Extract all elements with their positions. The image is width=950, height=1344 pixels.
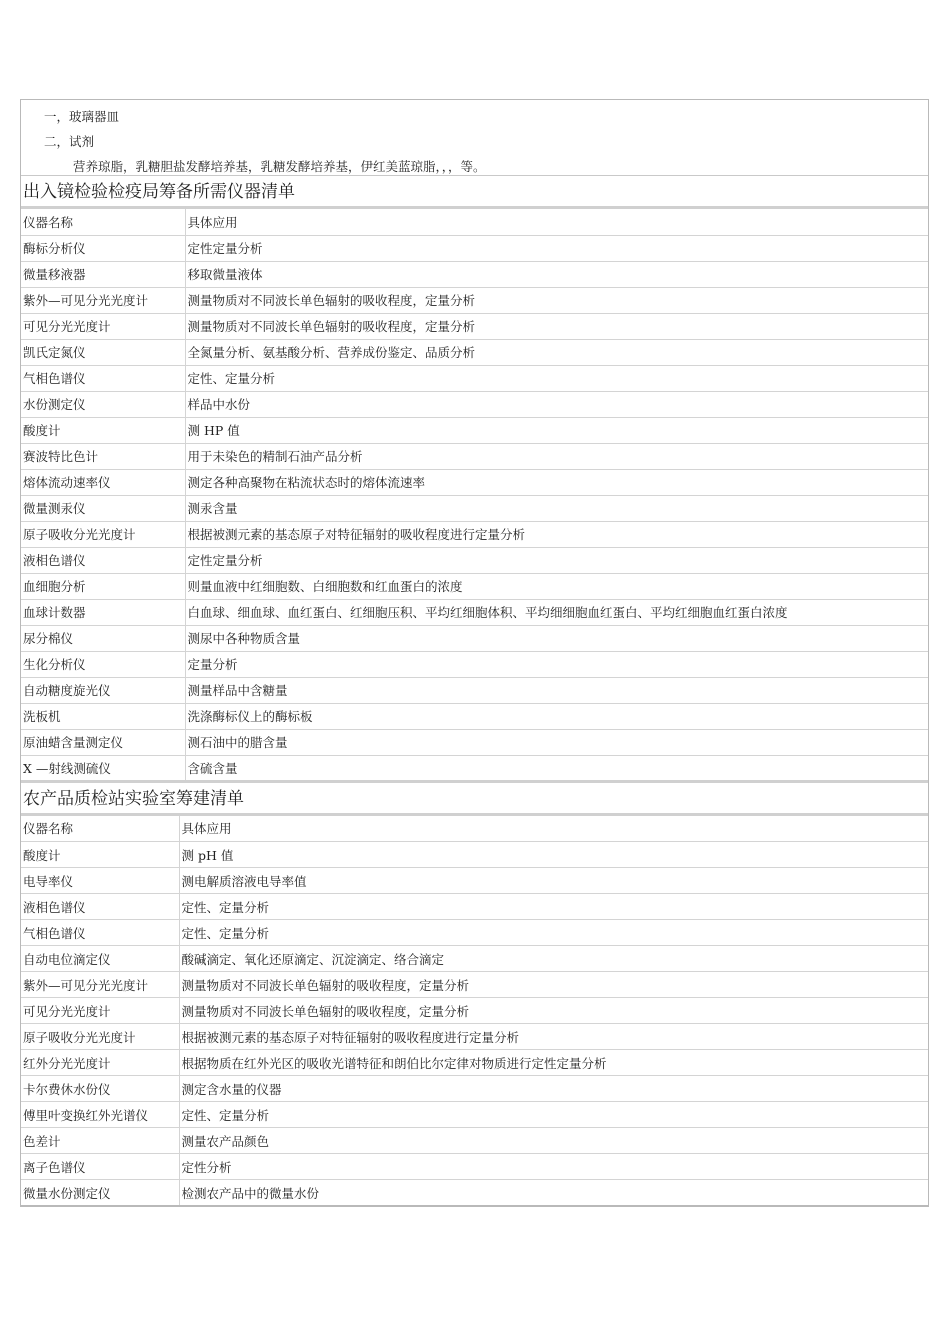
table-row <box>21 842 928 868</box>
instrument-name-cell: 紫外—可见分光光度计 <box>21 287 185 313</box>
table-row <box>21 920 928 946</box>
instrument-name-cell: 气相色谱仪 <box>21 365 185 391</box>
instrument-name-cell: 血球计数器 <box>21 599 185 625</box>
instrument-name-cell: 仪器名称 <box>21 816 179 842</box>
instrument-name-cell: 原子吸收分光光度计 <box>21 521 185 547</box>
application-cell: 全氮量分析、氨基酸分析、营养成份鉴定、品质分析 <box>185 339 928 365</box>
application-cell: 测 HP 值 <box>185 417 928 443</box>
instrument-name-cell: 尿分棉仪 <box>21 625 185 651</box>
table-row <box>21 1154 928 1180</box>
application-cell: 测量物质对不同波长单色辐射的吸收程度，定量分析 <box>179 972 928 998</box>
instrument-name-cell: 微量水份测定仪 <box>21 1180 179 1206</box>
instrument-name-cell: X —射线测硫仪 <box>21 755 185 781</box>
table-row <box>21 313 928 339</box>
table-row <box>21 625 928 651</box>
instrument-name-cell: 液相色谱仪 <box>21 547 185 573</box>
instrument-name-cell: 可见分光光度计 <box>21 313 185 339</box>
application-cell: 定性定量分析 <box>185 235 928 261</box>
table-row <box>21 946 928 972</box>
instrument-name-cell: 电导率仪 <box>21 868 179 894</box>
application-cell: 具体应用 <box>179 816 928 842</box>
table-row <box>21 521 928 547</box>
instrument-name-cell: 红外分光光度计 <box>21 1050 179 1076</box>
application-cell: 根据被测元素的基态原子对特征辐射的吸收程度进行定量分析 <box>185 521 928 547</box>
application-cell: 样品中水份 <box>185 391 928 417</box>
application-cell: 测定各种高聚物在粘流状态时的熔体流速率 <box>185 469 928 495</box>
table-row <box>21 703 928 729</box>
section1-table <box>21 209 928 783</box>
table-row <box>21 729 928 755</box>
table-row <box>21 1050 928 1076</box>
table-row <box>21 1024 928 1050</box>
instrument-name-cell: 液相色谱仪 <box>21 894 179 920</box>
application-cell: 用于未染色的精制石油产品分析 <box>185 443 928 469</box>
table-header-row <box>21 209 928 235</box>
application-cell: 测定含水量的仪器 <box>179 1076 928 1102</box>
table-row <box>21 677 928 703</box>
application-cell: 定性、定量分析 <box>179 894 928 920</box>
table-row <box>21 1102 928 1128</box>
table-row <box>21 287 928 313</box>
instrument-name-cell: 仪器名称 <box>21 209 185 235</box>
instrument-name-cell: 凯氏定氮仪 <box>21 339 185 365</box>
application-cell: 定性、定量分析 <box>179 1102 928 1128</box>
instrument-name-cell: 傅里叶变换红外光谱仪 <box>21 1102 179 1128</box>
instrument-name-cell: 卡尔费休水份仪 <box>21 1076 179 1102</box>
instrument-name-cell: 气相色谱仪 <box>21 920 179 946</box>
intro-line-reagents: 二，试剂 <box>44 134 95 149</box>
table-row <box>21 391 928 417</box>
table-row <box>21 235 928 261</box>
instrument-name-cell: 熔体流动速率仪 <box>21 469 185 495</box>
instrument-name-cell: 酸度计 <box>21 417 185 443</box>
instrument-name-cell: 紫外—可见分光光度计 <box>21 972 179 998</box>
table-row <box>21 1180 928 1206</box>
instrument-name-cell: 酸度计 <box>21 842 179 868</box>
table-row <box>21 755 928 781</box>
application-cell: 酸碱滴定、氧化还原滴定、沉淀滴定、络合滴定 <box>179 946 928 972</box>
instrument-name-cell: 自动糖度旋光仪 <box>21 677 185 703</box>
instrument-name-cell: 洗板机 <box>21 703 185 729</box>
table-row <box>21 261 928 287</box>
application-cell: 洗涤酶标仪上的酶标板 <box>185 703 928 729</box>
instrument-name-cell: 微量测汞仪 <box>21 495 185 521</box>
application-cell: 测量物质对不同波长单色辐射的吸收程度，定量分析 <box>185 313 928 339</box>
application-cell: 则量血液中红细胞数、白细胞数和红血蛋白的浓度 <box>185 573 928 599</box>
table-header-row <box>21 816 928 842</box>
intro-line-reagent-list: 营养琼脂，乳糖胆盐发酵培养基，乳糖发酵培养基，伊红美蓝琼脂，，，等。 <box>73 159 486 174</box>
application-cell: 具体应用 <box>185 209 928 235</box>
instrument-name-cell: 微量移液器 <box>21 261 185 287</box>
application-cell: 测量物质对不同波长单色辐射的吸收程度，定量分析 <box>185 287 928 313</box>
instrument-name-cell: 赛波特比色计 <box>21 443 185 469</box>
instrument-name-cell: 原油蜡含量测定仪 <box>21 729 185 755</box>
application-cell: 根据物质在红外光区的吸收光谱特征和朗伯比尔定律对物质进行定性定量分析 <box>179 1050 928 1076</box>
instrument-name-cell: 血细胞分析 <box>21 573 185 599</box>
application-cell: 测汞含量 <box>185 495 928 521</box>
table-row <box>21 339 928 365</box>
instrument-name-cell: 原子吸收分光光度计 <box>21 1024 179 1050</box>
instrument-name-cell: 可见分光光度计 <box>21 998 179 1024</box>
table-row <box>21 417 928 443</box>
table-row <box>21 469 928 495</box>
application-cell: 定量分析 <box>185 651 928 677</box>
intro-block <box>21 100 928 176</box>
table-row <box>21 573 928 599</box>
application-cell: 定性定量分析 <box>185 547 928 573</box>
table-row <box>21 868 928 894</box>
section2-table <box>21 816 928 1207</box>
section1-title: 出入镜检验检疫局筹备所需仪器清单 <box>21 176 928 209</box>
intro-line-glassware: 一，玻璃器皿 <box>44 109 120 124</box>
table-row <box>21 547 928 573</box>
application-cell: 定性分析 <box>179 1154 928 1180</box>
application-cell: 测电解质溶液电导率值 <box>179 868 928 894</box>
table-row <box>21 651 928 677</box>
application-cell: 测量农产品颜色 <box>179 1128 928 1154</box>
table-row <box>21 972 928 998</box>
table-row <box>21 599 928 625</box>
table-row <box>21 443 928 469</box>
application-cell: 根据被测元素的基态原子对特征辐射的吸收程度进行定量分析 <box>179 1024 928 1050</box>
application-cell: 定性、定量分析 <box>179 920 928 946</box>
application-cell: 测石油中的腊含量 <box>185 729 928 755</box>
table-row <box>21 365 928 391</box>
document-frame <box>20 99 929 1207</box>
instrument-name-cell: 水份测定仪 <box>21 391 185 417</box>
table-row <box>21 894 928 920</box>
application-cell: 测量样品中含糖量 <box>185 677 928 703</box>
application-cell: 含硫含量 <box>185 755 928 781</box>
instrument-name-cell: 自动电位滴定仪 <box>21 946 179 972</box>
application-cell: 检测农产品中的微量水份 <box>179 1180 928 1206</box>
instrument-name-cell: 生化分析仪 <box>21 651 185 677</box>
application-cell: 测尿中各种物质含量 <box>185 625 928 651</box>
table-row <box>21 998 928 1024</box>
application-cell: 定性、定量分析 <box>185 365 928 391</box>
instrument-name-cell: 色差计 <box>21 1128 179 1154</box>
application-cell: 测 pH 值 <box>179 842 928 868</box>
application-cell: 测量物质对不同波长单色辐射的吸收程度，定量分析 <box>179 998 928 1024</box>
instrument-name-cell: 酶标分析仪 <box>21 235 185 261</box>
section2-title: 农产品质检站实验室筹建清单 <box>21 783 928 816</box>
table-row <box>21 495 928 521</box>
application-cell: 白血球、细血球、血红蛋白、红细胞压积、平均红细胞体积、平均细细胞血红蛋白、平均红细胞血红蛋白浓度 <box>185 599 928 625</box>
application-cell: 移取微量液体 <box>185 261 928 287</box>
table-row <box>21 1076 928 1102</box>
instrument-name-cell: 离子色谱仪 <box>21 1154 179 1180</box>
table-row <box>21 1128 928 1154</box>
